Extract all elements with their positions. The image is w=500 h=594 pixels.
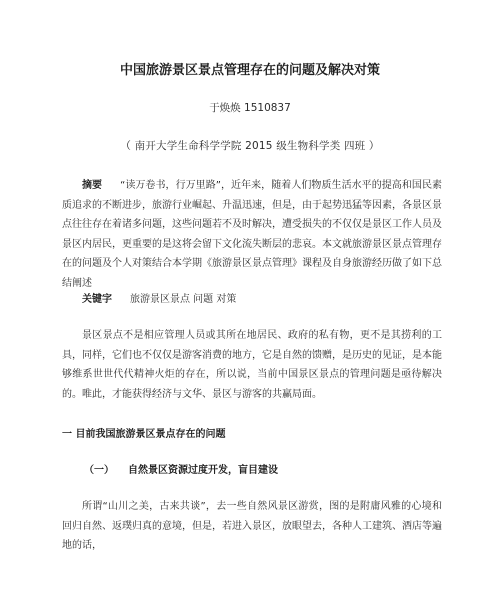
keywords-label: 关键字	[82, 294, 112, 305]
body-paragraph-1-text: 景区景点不是相应管理人员或其所在地居民、政府的私有物，更不是其捞利的工具，同样，它们也不仅仅是游客消费的地方，它是自然的馈赠，是历史的见证，是本能够维系世世代代精神火炬的存在，所以说，当前中国景区景点的管理问题是亟待解决的。唯此，才能获得经济与文华、景区与游客的共赢局面。	[62, 330, 442, 400]
affiliation-line: （ 南开大学生命科学学院 2015 级生物科学类 四班 ）	[120, 140, 380, 152]
keywords-body	[62, 290, 442, 310]
abstract-text: “读万卷书，行万里路”，近年来，随着人们物质生活水平的提高和国民素质追求的不断进步，旅游行业崛起、升温迅速，但是，由于起势迅猛等因素，各景区景点往往存在着诸多问题，这些问题若不及时解决，遭受损失的不仅仅是景区工作人员及景区内居民，更重要的是这将会留下文化流失断层的悲哀。本文就旅游景区景点管理存在的问题及个人对策结合本学期《旅游景区景点管理》课程及自身旅游经历做了如下总结阐述	[62, 180, 442, 289]
subsection-title: 自然景区资源过度开发，盲目建设	[128, 465, 278, 476]
body-paragraph-2	[62, 497, 442, 556]
author-line: 于焕焕 1510837	[209, 102, 291, 114]
subsection-number: （一）	[84, 465, 114, 476]
body-paragraph-1	[62, 326, 442, 404]
keywords-paragraph	[62, 290, 442, 310]
abstract-paragraph	[62, 176, 442, 293]
document-title: 中国旅游景区景点管理存在的问题及解决对策	[119, 63, 380, 78]
body-paragraph-2-text: 所谓“山川之美，古来共谈”，去一些自然风景区游赏，图的是附庸风雅的心境和回归自然、返璞归真的意境，但是，若进入景区，放眼望去，各种人工建筑、酒店等遍地的话，	[62, 501, 442, 551]
keywords-text: 旅游景区景点 问题 对策	[130, 294, 237, 305]
subsection-heading-1	[84, 461, 278, 476]
abstract-body	[62, 176, 442, 293]
abstract-label: 摘要	[82, 180, 103, 191]
section-heading-1: 一 目前我国旅游景区景点存在的问题	[62, 429, 226, 440]
